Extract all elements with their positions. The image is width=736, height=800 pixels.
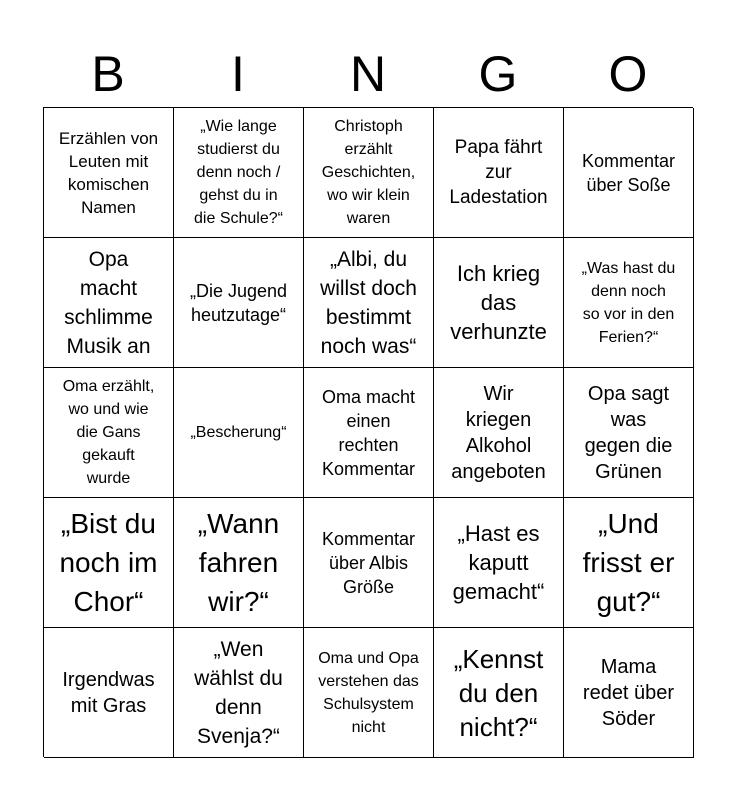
bingo-cell [174, 108, 304, 238]
cell-text: „Wann fahren wir?“ [197, 508, 280, 617]
bingo-cell [434, 498, 564, 628]
bingo-cell [44, 238, 174, 368]
bingo-cell [434, 628, 564, 758]
cell-text: „Und frisst er gut?“ [582, 508, 675, 617]
cell-text: „Hast es kaputt gemacht“ [452, 521, 545, 604]
title-letter-i: I [231, 46, 245, 102]
bingo-cell [44, 498, 174, 628]
bingo-cell [44, 368, 174, 498]
bingo-cell [564, 108, 694, 238]
cell-text: Kommentar über Soße [581, 150, 676, 195]
cell-text: Oma erzählt, wo und wie die Gans gekauft wurde [62, 378, 155, 487]
cell-text: Opa macht schlimme Musik an [64, 247, 153, 358]
cell-text: Christoph erzählt Geschichten, wo wir klein waren [321, 118, 416, 227]
cell-text: „Albi, du willst doch bestimmt noch was“ [320, 247, 417, 358]
cell-text: „Bescherung“ [190, 424, 287, 441]
bingo-cell [44, 628, 174, 758]
cell-text: Opa sagt was gegen die Grünen [584, 382, 673, 483]
cell-text: „Die Jugend heutzutage“ [189, 280, 288, 325]
title-letter-n: N [349, 46, 387, 102]
bingo-cell [174, 498, 304, 628]
cell-text: „Wen wählst du denn Svenja?“ [194, 637, 283, 748]
cell-text: „Bist du noch im Chor“ [59, 508, 158, 617]
cell-text: „Wie lange studierst du denn noch / gehst du in die Schule?“ [194, 118, 283, 227]
cell-text: Kommentar über Albis Größe [321, 528, 416, 597]
bingo-cell [304, 628, 434, 758]
bingo-cell [434, 238, 564, 368]
bingo-cell [564, 628, 694, 758]
bingo-cell [434, 108, 564, 238]
cell-text: Papa fährt zur Ladestation [449, 137, 548, 208]
bingo-cell [304, 238, 434, 368]
bingo-cell [304, 368, 434, 498]
bingo-cell [564, 238, 694, 368]
cell-text: Oma und Opa verstehen das Schulsystem nicht [318, 649, 419, 736]
bingo-cell [174, 238, 304, 368]
bingo-cell [44, 108, 174, 238]
bingo-cell [564, 368, 694, 498]
bingo-cell [174, 628, 304, 758]
bingo-cell [564, 498, 694, 628]
bingo-cell [304, 108, 434, 238]
bingo-cell [304, 498, 434, 628]
bingo-cell [174, 368, 304, 498]
bingo-grid [43, 107, 693, 757]
cell-text: Wir kriegen Alkohol angeboten [451, 382, 546, 483]
cell-text: Mama redet über Söder [582, 655, 675, 730]
cell-text: Erzählen von Leuten mit komischen Namen [58, 128, 159, 217]
cell-text: Oma macht einen rechten Kommentar [321, 386, 416, 479]
title-letter-b: B [91, 46, 125, 102]
cell-text: „Was hast du denn noch so vor in den Ferien?“ [581, 259, 676, 346]
cell-text: „Kennst du den nicht?“ [453, 643, 544, 742]
cell-text: Irgendwas mit Gras [62, 668, 155, 717]
cell-text: Ich krieg das verhunzte [450, 261, 547, 344]
bingo-cell [434, 368, 564, 498]
title-letter-o: O [608, 46, 648, 102]
title-letter-g: G [478, 46, 518, 102]
bingo-title [43, 40, 693, 108]
